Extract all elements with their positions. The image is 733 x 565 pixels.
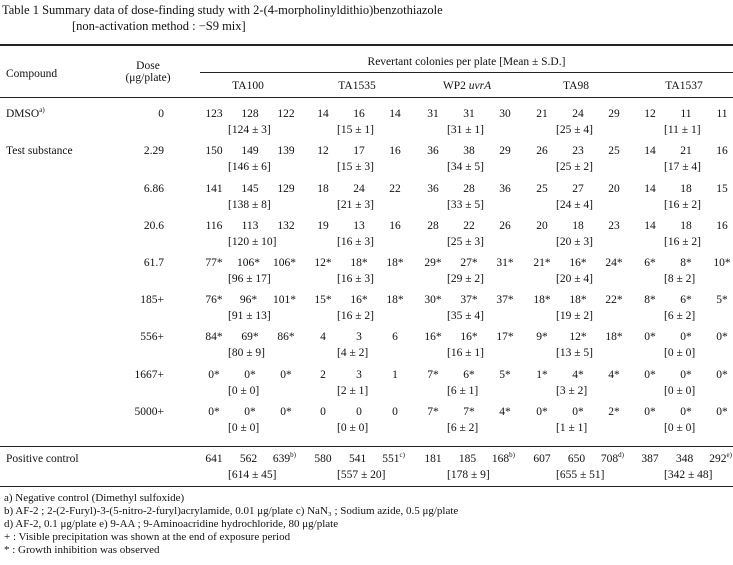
plate-count: 2* — [608, 406, 620, 418]
top-rule — [0, 44, 733, 46]
plate-count: 9* — [536, 331, 548, 343]
title-line-2: [non-activation method : −S9 mix] — [72, 19, 246, 33]
colony-cell — [419, 406, 519, 434]
plate-count: 0* — [716, 331, 728, 343]
plate-count: 21* — [533, 257, 551, 269]
plate-count: 69* — [241, 331, 259, 343]
plate-count: 123 — [205, 108, 223, 120]
plate-count: 26 — [499, 220, 511, 232]
row-dose: 20.6 — [143, 220, 164, 232]
colony-cell — [636, 145, 733, 173]
plate-count: 0* — [536, 406, 548, 418]
mean-sd: [655 ± 51] — [556, 469, 605, 481]
mean-sd: [178 ± 9] — [447, 469, 490, 481]
mean-sd: [20 ± 4] — [556, 273, 593, 285]
plate-count: 132 — [277, 220, 295, 232]
mean-sd: [96 ± 17] — [228, 273, 271, 285]
mean-sd: [6 ± 2] — [664, 310, 696, 322]
row-dose: 61.7 — [143, 257, 164, 269]
colony-cell — [528, 145, 628, 173]
colony-cell — [419, 331, 519, 359]
header-strain: TA1535 — [338, 80, 376, 92]
colony-cell — [636, 294, 733, 322]
plate-count: 113 — [241, 220, 259, 232]
mean-sd: [16 ± 3] — [337, 273, 374, 285]
footnote: b) AF-2 ; 2-(2-Furyl)-3-(5-nitro-2-furyl)acrylamide, 0.01 μg/plate c) NaN₃ ; Sodium azide, 0.5 μg/plate — [4, 505, 459, 517]
title-line-1: Table 1 Summary data of dose-finding study with 2-(4-morpholinyldithio)benzothiazole — [2, 3, 443, 17]
mean-sd: [19 ± 2] — [556, 310, 593, 322]
plate-count: 0 — [356, 406, 362, 418]
plate-count: 30 — [499, 108, 511, 120]
plate-count: 0* — [572, 406, 584, 418]
plate-count: 13 — [353, 220, 365, 232]
plate-count: 4 — [320, 331, 326, 343]
plate-count: 562 — [239, 453, 258, 465]
mean-sd: [20 ± 3] — [556, 236, 593, 248]
plate-count: 84* — [205, 331, 223, 343]
plate-count: 0* — [280, 406, 292, 418]
mean-sd: [16 ± 2] — [664, 236, 701, 248]
plate-count: 18* — [386, 294, 404, 306]
plate-count: 29 — [608, 108, 620, 120]
plate-count: 0* — [644, 331, 656, 343]
mean-sd: [3 ± 2] — [556, 385, 588, 397]
colony-cell — [636, 369, 733, 397]
mean-sd: [1 ± 1] — [556, 422, 588, 434]
plate-count: 86* — [277, 331, 295, 343]
row-dose: 0 — [158, 108, 164, 120]
mean-sd: [91 ± 13] — [228, 310, 271, 322]
colony-cell — [200, 145, 300, 173]
plate-count: 650 — [567, 453, 586, 465]
plate-count: 128 — [241, 108, 259, 120]
colony-cell — [636, 183, 733, 211]
colony-cell — [528, 183, 628, 211]
mean-sd: [0 ± 0] — [337, 422, 369, 434]
plate-count: 639$^{b)}$ — [272, 451, 296, 465]
plate-count: 16* — [350, 294, 368, 306]
plate-count: 25 — [536, 183, 548, 195]
plate-count: 0* — [244, 406, 256, 418]
plate-count: 14 — [644, 220, 656, 232]
colony-cell — [419, 453, 519, 481]
mean-sd: [124 ± 3] — [228, 124, 271, 136]
plate-count: 18 — [572, 220, 584, 232]
plate-count: 15* — [314, 294, 332, 306]
row-dose: 1667+ — [134, 369, 164, 381]
plate-count: 607 — [533, 453, 551, 465]
colony-cell — [528, 108, 628, 136]
mean-sd: [13 ± 5] — [556, 347, 593, 359]
colony-cell — [419, 145, 519, 173]
plate-count: 12 — [317, 145, 329, 157]
plate-count: 31* — [496, 257, 514, 269]
mean-sd: [16 ± 1] — [447, 347, 484, 359]
mean-sd: [8 ± 2] — [664, 273, 696, 285]
mean-sd: [21 ± 3] — [337, 199, 374, 211]
plate-count: 11 — [716, 108, 728, 120]
plate-count: 20 — [608, 183, 620, 195]
plate-count: 76* — [205, 294, 223, 306]
plate-count: 129 — [277, 183, 295, 195]
plate-count: 18* — [605, 331, 623, 343]
plate-count: 4* — [572, 369, 584, 381]
colony-cell — [309, 406, 409, 434]
bottom-rule — [0, 486, 733, 487]
plate-count: 106* — [273, 257, 296, 269]
plate-count: 541 — [349, 453, 367, 465]
plate-count: 22 — [389, 183, 401, 195]
plate-count: 8* — [680, 257, 692, 269]
plate-count: 5* — [499, 369, 511, 381]
colony-cell — [528, 369, 628, 397]
row-compound: Positive control — [6, 453, 79, 465]
plate-count: 2 — [320, 369, 326, 381]
plate-count: 116 — [205, 220, 223, 232]
mean-sd: [16 ± 2] — [664, 199, 701, 211]
plate-count: 22 — [463, 220, 475, 232]
plate-count: 12* — [314, 257, 332, 269]
plate-count: 0* — [716, 369, 728, 381]
header-subrule — [200, 72, 733, 73]
plate-count: 0* — [680, 406, 692, 418]
plate-count: 7* — [427, 369, 439, 381]
footnote: * : Growth inhibition was observed — [4, 544, 160, 556]
plate-count: 551$^{c)}$ — [382, 451, 405, 465]
plate-count: 348 — [676, 453, 694, 465]
mean-sd: [16 ± 2] — [337, 310, 374, 322]
colony-cell — [309, 220, 409, 248]
plate-count: 96* — [239, 294, 258, 306]
plate-count: 580 — [314, 453, 332, 465]
plate-count: 18* — [533, 294, 551, 306]
header-strain: WP2 uvrA — [442, 80, 492, 92]
colony-cell — [528, 294, 628, 322]
plate-count: 27* — [460, 257, 478, 269]
plate-count: 185 — [458, 453, 477, 465]
plate-count: 14 — [317, 108, 329, 120]
row-compound: Test substance — [6, 145, 73, 157]
colony-cell — [309, 257, 409, 285]
plate-count: 16 — [353, 108, 365, 120]
plate-count: 24* — [605, 257, 623, 269]
plate-count: 14 — [644, 183, 656, 195]
plate-count: 18 — [680, 183, 692, 195]
colony-cell — [309, 183, 409, 211]
mean-sd: [342 ± 48] — [664, 469, 713, 481]
mean-sd: [35 ± 4] — [447, 310, 484, 322]
colony-cell — [528, 453, 628, 481]
colony-cell — [419, 220, 519, 248]
mean-sd: [15 ± 1] — [337, 124, 374, 136]
plate-count: 641 — [205, 453, 223, 465]
plate-count: 18* — [569, 294, 587, 306]
plate-count: 0* — [644, 369, 656, 381]
table-title — [2, 2, 443, 34]
mean-sd: [0 ± 0] — [664, 385, 696, 397]
plate-count: 29 — [499, 145, 511, 157]
colony-cell — [200, 331, 300, 359]
colony-cell — [200, 453, 300, 481]
plate-count: 12 — [644, 108, 656, 120]
plate-count: 0* — [208, 406, 220, 418]
mean-sd: [2 ± 1] — [337, 385, 369, 397]
plate-count: 0* — [280, 369, 292, 381]
plate-count: 18 — [317, 183, 329, 195]
mean-sd: [6 ± 2] — [447, 422, 479, 434]
plate-count: 6* — [680, 294, 692, 306]
colony-cell — [309, 369, 409, 397]
plate-count: 18* — [350, 257, 368, 269]
plate-count: 77* — [205, 257, 223, 269]
plate-count: 19 — [317, 220, 329, 232]
plate-count: 3 — [356, 369, 362, 381]
footnote: + : Visible precipitation was shown at the end of exposure period — [4, 531, 291, 543]
plate-count: 30* — [424, 294, 442, 306]
header-dose-line2: (μg/plate) — [125, 72, 171, 84]
colony-cell — [200, 294, 300, 322]
colony-cell — [200, 220, 300, 248]
mean-sd: [25 ± 2] — [556, 161, 593, 173]
colony-cell — [419, 183, 519, 211]
plate-count: 1 — [392, 369, 398, 381]
plate-count: 22* — [605, 294, 623, 306]
footnote: a) Negative control (Dimethyl sulfoxide) — [4, 492, 185, 504]
header-bottom-rule — [0, 97, 733, 98]
mean-sd: [16 ± 3] — [337, 236, 374, 248]
header-revertant: Revertant colonies per plate [Mean ± S.D.] — [367, 56, 566, 68]
plate-count: 23 — [572, 145, 584, 157]
plate-count: 387 — [641, 453, 659, 465]
plate-count: 292$^{e)}$ — [709, 451, 732, 465]
plate-count: 36 — [499, 183, 511, 195]
plate-count: 181 — [424, 453, 442, 465]
colony-cell — [636, 257, 733, 285]
row-dose: 2.29 — [143, 145, 164, 157]
mean-sd: [6 ± 1] — [447, 385, 479, 397]
plate-count: 16* — [424, 331, 442, 343]
header-strain: TA98 — [563, 80, 589, 92]
mean-sd: [34 ± 5] — [447, 161, 484, 173]
plate-count: 0* — [208, 369, 220, 381]
colony-cell — [419, 108, 519, 136]
header-compound: Compound — [6, 68, 58, 80]
plate-count: 3 — [356, 331, 362, 343]
mean-sd: [11 ± 1] — [664, 124, 701, 136]
colony-cell — [200, 369, 300, 397]
colony-cell — [636, 453, 733, 481]
plate-count: 28 — [427, 220, 439, 232]
colony-cell — [528, 331, 628, 359]
plate-count: 36 — [427, 183, 439, 195]
positive-control-rule — [0, 446, 733, 447]
plate-count: 6* — [463, 369, 475, 381]
plate-count: 12* — [569, 331, 587, 343]
plate-count: 15 — [716, 183, 728, 195]
mean-sd: [25 ± 3] — [447, 236, 484, 248]
colony-cell — [419, 369, 519, 397]
colony-cell — [200, 183, 300, 211]
plate-count: 29* — [424, 257, 442, 269]
mean-sd: [29 ± 2] — [447, 273, 484, 285]
plate-count: 0* — [644, 406, 656, 418]
plate-count: 21 — [680, 145, 692, 157]
plate-count: 145 — [241, 183, 259, 195]
plate-count: 17* — [496, 331, 514, 343]
plate-count: 14 — [644, 145, 656, 157]
mean-sd: [557 ± 20] — [337, 469, 386, 481]
row-compound: DMSO$^{a)}$ — [6, 106, 45, 120]
plate-count: 25 — [608, 145, 620, 157]
mean-sd: [80 ± 9] — [228, 347, 265, 359]
plate-count: 16* — [460, 331, 478, 343]
row-dose: 185+ — [140, 294, 164, 306]
plate-count: 21 — [536, 108, 548, 120]
mean-sd: [120 ± 10] — [228, 236, 277, 248]
plate-count: 17 — [353, 145, 365, 157]
plate-count: 27 — [572, 183, 584, 195]
plate-count: 36 — [427, 145, 439, 157]
plate-count: 168$^{b)}$ — [491, 451, 515, 465]
colony-cell — [200, 406, 300, 434]
plate-count: 11 — [680, 108, 692, 120]
colony-cell — [419, 294, 519, 322]
row-dose: 6.86 — [143, 183, 164, 195]
mean-sd: [146 ± 6] — [228, 161, 271, 173]
colony-cell — [309, 294, 409, 322]
header-strain: TA100 — [232, 80, 264, 92]
header-strain: TA1537 — [665, 80, 703, 92]
plate-count: 14 — [389, 108, 401, 120]
plate-count: 150 — [205, 145, 223, 157]
plate-count: 7* — [463, 406, 475, 418]
plate-count: 16* — [569, 257, 587, 269]
plate-count: 1* — [536, 369, 548, 381]
plate-count: 24 — [572, 108, 584, 120]
plate-count: 38 — [463, 145, 475, 157]
plate-count: 708$^{d)}$ — [600, 451, 624, 465]
colony-cell — [636, 406, 733, 434]
colony-cell — [528, 406, 628, 434]
plate-count: 16 — [716, 145, 728, 157]
colony-cell — [309, 108, 409, 136]
header-dose-line1: Dose — [136, 60, 160, 72]
colony-cell — [419, 257, 519, 285]
mean-sd: [0 ± 0] — [664, 422, 696, 434]
plate-count: 101* — [273, 294, 296, 306]
mean-sd: [24 ± 4] — [556, 199, 593, 211]
mean-sd: [25 ± 4] — [556, 124, 593, 136]
plate-count: 28 — [463, 183, 475, 195]
mean-sd: [15 ± 3] — [337, 161, 374, 173]
plate-count: 6 — [392, 331, 398, 343]
mean-sd: [0 ± 0] — [228, 385, 260, 397]
footnote: d) AF-2, 0.1 μg/plate e) 9-AA ; 9-Aminoacridine hydrochloride, 80 μg/plate — [4, 518, 339, 530]
plate-count: 4* — [608, 369, 620, 381]
plate-count: 5* — [716, 294, 728, 306]
colony-cell — [528, 257, 628, 285]
mean-sd: [138 ± 8] — [228, 199, 271, 211]
plate-count: 6* — [644, 257, 656, 269]
plate-count: 139 — [277, 145, 295, 157]
colony-cell — [528, 220, 628, 248]
plate-count: 37* — [460, 294, 478, 306]
mean-sd: [0 ± 0] — [228, 422, 260, 434]
plate-count: 16 — [389, 145, 401, 157]
row-dose: 556+ — [140, 331, 164, 343]
row-dose: 5000+ — [134, 406, 164, 418]
plate-count: 23 — [608, 220, 620, 232]
colony-cell — [309, 453, 409, 481]
plate-count: 7* — [427, 406, 439, 418]
plate-count: 26 — [536, 145, 548, 157]
plate-count: 16 — [716, 220, 728, 232]
mean-sd: [33 ± 5] — [447, 199, 484, 211]
colony-cell — [200, 108, 300, 136]
plate-count: 149 — [241, 145, 259, 157]
plate-count: 24 — [353, 183, 365, 195]
plate-count: 0* — [716, 406, 728, 418]
plate-count: 18* — [386, 257, 404, 269]
colony-cell — [309, 145, 409, 173]
mean-sd: [0 ± 0] — [664, 347, 696, 359]
plate-count: 0 — [392, 406, 398, 418]
mean-sd: [31 ± 1] — [447, 124, 484, 136]
colony-cell — [636, 108, 733, 136]
plate-count: 0* — [680, 369, 692, 381]
colony-cell — [200, 257, 300, 285]
plate-count: 20 — [536, 220, 548, 232]
mean-sd: [4 ± 2] — [337, 347, 369, 359]
plate-count: 10* — [713, 257, 731, 269]
plate-count: 106* — [237, 257, 260, 269]
plate-count: 31 — [427, 108, 439, 120]
colony-cell — [636, 331, 733, 359]
colony-cell — [636, 220, 733, 248]
plate-count: 31 — [463, 108, 475, 120]
plate-count: 18 — [680, 220, 692, 232]
plate-count: 4* — [499, 406, 511, 418]
plate-count: 16 — [389, 220, 401, 232]
plate-count: 37* — [496, 294, 514, 306]
plate-count: 8* — [644, 294, 656, 306]
plate-count: 122 — [277, 108, 295, 120]
mean-sd: [17 ± 4] — [664, 161, 701, 173]
colony-cell — [309, 331, 409, 359]
plate-count: 0* — [680, 331, 692, 343]
header-dose — [108, 60, 188, 84]
plate-count: 141 — [205, 183, 223, 195]
plate-count: 0* — [244, 369, 256, 381]
plate-count: 0 — [320, 406, 326, 418]
mean-sd: [614 ± 45] — [228, 469, 277, 481]
